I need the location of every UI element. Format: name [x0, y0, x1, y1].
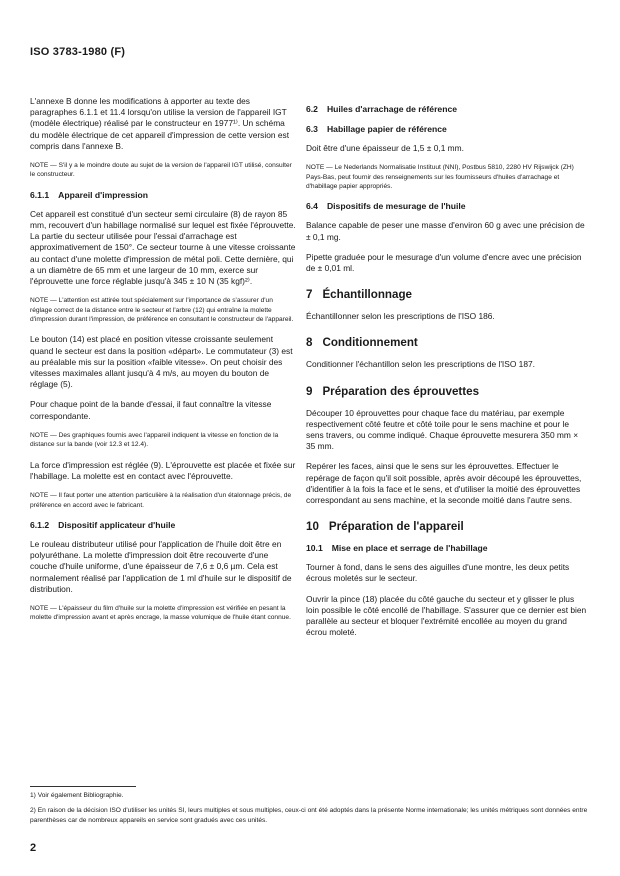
note-oil-film: NOTE — L'épaisseur du film d'huile sur la molette d'impression est vérifiée en pesant la molette d'impression avant et après encrage, la masse volumique de l'huile étant connue.	[30, 604, 291, 622]
section-6-2-heading	[306, 104, 588, 114]
section-number: 10.1	[306, 543, 323, 554]
section-title: Habillage papier de référence	[326, 124, 447, 134]
section-8-heading	[306, 336, 588, 349]
document-header: ISO 3783-1980 (F)	[30, 46, 126, 58]
footnotes	[30, 791, 590, 831]
paper-backing-paragraph: Doit être d'une épaisseur de 1,5 ± 0,1 mm.	[306, 143, 464, 153]
section-10-1-heading	[306, 543, 588, 553]
conditioning-paragraph: Conditionner l'échantillon selon les prescriptions de l'ISO 187.	[306, 359, 535, 370]
section-number: 6.4	[306, 201, 318, 212]
section-number: 6.2	[306, 104, 318, 114]
section-6-4-heading	[306, 201, 588, 211]
page-number: 2	[30, 842, 37, 854]
note-speed-graphs: NOTE — Des graphiques fournis avec l'appareil indiquent la vitesse en fonction de la distance sur la bande (voir 12.3 et 12.4).	[30, 431, 279, 449]
section-title: Huiles d'arrachage de référence	[326, 104, 458, 114]
section-title: Dispositif applicateur d'huile	[58, 519, 176, 530]
section-title: Dispositifs de mesurage de l'huile	[326, 201, 466, 212]
clamp-paragraph: Ouvrir la pince (18) placée du côté gauche du secteur et y glisser le plus loin possible le côté encollé de l'habillage. S'assurer que ce dernier est bien parallèle au secteur et bloquer l'extrémité encollée au moyen du grand écrou moleté.	[306, 593, 587, 638]
intro-paragraph: L'annexe B donne les modifications à apporter au texte des paragraphes 6.1.1 et 11.4 lorsqu'on utilise la version de l'appareil IGT (modèle électrique) réalisé par le constructeur en 1977¹⁾. Un schéma du modèle électrique de cet appareil d'impression de cette version est compris dans l'annexe B.	[30, 96, 290, 151]
section-number: 6.3	[306, 124, 318, 134]
section-6-1-1-heading	[30, 190, 296, 200]
printing-apparatus-paragraph-3: Pour chaque point de la bande d'essai, il faut connaître la vitesse correspondante.	[30, 399, 272, 421]
balance-paragraph: Balance capable de peser une masse d'environ 60 g avec une précision de ± 0,1 mg.	[306, 220, 585, 242]
section-title: Mise en place et serrage de l'habillage	[331, 543, 488, 554]
section-number: 8	[306, 336, 313, 350]
section-title: Préparation des éprouvettes	[322, 384, 480, 398]
note-nni-supplier: NOTE — Le Nederlands Normalisatie Instituut (NNI), Postbus 5810, 2280 HV Rijswijck (ZH) Pays-Bas, peut fournir des renseignements sur les fournisseurs d'huiles d'arrachage et d'habillage papier appropriés.	[306, 164, 574, 191]
section-6-3-heading	[306, 124, 588, 134]
section-title: Conditionnement	[322, 336, 418, 350]
right-column	[306, 96, 588, 647]
left-column	[30, 96, 296, 633]
printing-apparatus-paragraph-2: Le bouton (14) est placé en position vitesse croissante seulement quand le secteur est dans la position «départ». Le commutateur (3) est au préalable mis sur la position «faible vitesse». On peut choisir des vitesses maximales allant jusqu'à 4 m/s, au moyen du bouton de réglage (5).	[30, 334, 293, 390]
note-igt-version: NOTE — S'il y a le moindre doute au sujet de la version de l'appareil IGT utilisé, consulter le constructeur.	[30, 162, 292, 179]
specimen-marking-paragraph: Repérer les faces, ainsi que le sens sur les éprouvettes. Effectuer le repérage de façon qu'il soit possible, après avoir découpé les éprouvettes, d'identifier à la fois la face et le sens, et d'utiliser la moitié des éprouvettes correspondant au sens machine, et la seconde moitié dans l'autre sens.	[306, 461, 582, 506]
section-title: Préparation de l'appareil	[328, 520, 464, 534]
section-number: 9	[306, 384, 313, 398]
section-number: 6.1.1	[30, 189, 50, 200]
oil-applicator-paragraph: Le rouleau distributeur utilisé pour l'application de l'huile doit être en polyuréthane. La molette d'impression doit être recouverte d'une couche d'huile uniforme, d'une épaisseur de 7,6 ± 0,6 µm. Cela est normalement réalisé par l'application de 1 ml d'huile sur le dispositif de distribution.	[30, 538, 292, 594]
section-9-heading	[306, 385, 588, 398]
specimen-cutting-paragraph: Découper 10 éprouvettes pour chaque face du matériau, par exemple respectivement côté feutre et côté toile pour le sens machine et pour le sens travers, ou comme indiqué. Chaque éprouvette mesurera 350 mm × 35 mm.	[306, 407, 579, 452]
section-number: 6.1.2	[30, 519, 50, 530]
printing-apparatus-paragraph-4: La force d'impression est réglée (9). L'éprouvette est placée et fixée sur l'habillage. La molette est en contact avec l'éprouvette.	[30, 459, 296, 481]
footnote-1: 1) Voir également Bibliographie.	[30, 792, 124, 799]
section-7-heading	[306, 288, 588, 301]
knurled-nuts-paragraph: Tourner à fond, dans le sens des aiguilles d'une montre, les deux petits écrous moletés sur le secteur.	[306, 562, 570, 584]
pipette-paragraph: Pipette graduée pour le mesurage d'un volume d'encre avec une précision de ± 0,01 ml.	[306, 251, 582, 274]
section-title: Appareil d'impression	[58, 189, 149, 200]
footnote-rule	[30, 786, 136, 787]
sampling-paragraph: Échantillonner selon les prescriptions de l'ISO 186.	[306, 311, 495, 322]
note-sector-adjustment: NOTE — L'attention est attirée tout spécialement sur l'importance de s'assurer d'un réglage correct de la distance entre le secteur et l'arbre (12) qui entraîne la molette d'impression durant l'impression, de préférence en consultant le constructeur de l'appareil.	[30, 297, 294, 324]
printing-apparatus-paragraph-1: Cet appareil est constitué d'un secteur semi circulaire (8) de rayon 85 mm, recouvert d'un habillage normalisé sur lequel est fixée l'éprouvette. La partie du secteur utilisée pour l'essai d'arrachage est approximativement de 150°. Ce secteur tourne à une vitesse croissante au contact d'une molette d'impression de métal poli. Cette dernière, qui a un diamètre de 65 mm et une largeur de 10 mm, exerce sur l'éprouvette une force réglable jusqu'à 345 ± 10 N (35 kgf)²⁾.	[30, 208, 296, 287]
section-10-heading	[306, 520, 588, 533]
section-number: 10	[306, 520, 319, 534]
section-number: 7	[306, 288, 313, 302]
note-calibration: NOTE — Il faut porter une attention particulière à la réalisation d'un étalonnage précis, de préférence en accord avec le fabricant.	[30, 492, 292, 509]
section-6-1-2-heading	[30, 520, 296, 530]
section-title: Échantillonnage	[322, 288, 412, 302]
footnote-2: 2) En raison de la décision ISO d'utiliser les unités SI, leurs multiples et sous multiples, ceux-ci ont été adoptés dans la présente Norme internationale; les unités métriques sont données entre parenthèses car de nombreux appareils en service sont gradués avec ces unités.	[30, 807, 588, 824]
